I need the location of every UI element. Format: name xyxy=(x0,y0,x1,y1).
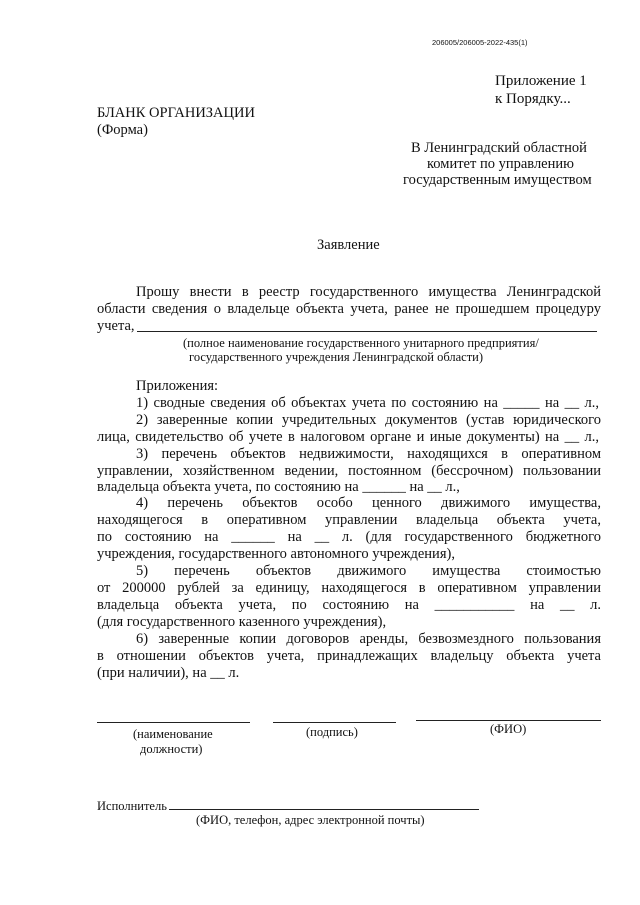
form-header-line-2: (Форма) xyxy=(97,122,148,138)
attachment-2-line-2: лица, свидетельство об учете в налоговом органе и иные документы) на __ л., xyxy=(97,429,599,445)
attachment-5-line-1: 5) перечень объектов движимого имущества стоимостью xyxy=(136,563,601,579)
attachment-5-line-2: от 200000 рублей за единицу, находящегося в оперативном управлении xyxy=(97,580,601,596)
request-line-2: области сведения о владельце объекта учета, ранее не прошедшем процедуру xyxy=(97,301,601,317)
signature-field[interactable] xyxy=(273,722,396,723)
attachment-4-line-1: 4) перечень объектов особо ценного движимого имущества, xyxy=(136,495,601,511)
attachment-6-line-3: (при наличии), на __ л. xyxy=(97,665,240,681)
attachment-3-line-1: 3) перечень объектов недвижимости, находящихся в оперативном xyxy=(136,446,601,462)
attachment-4-line-4: учреждения, государственного автономного учреждения), xyxy=(97,546,455,562)
attachment-4-line-2: находящегося в оперативном управлении владельца объекта учета, xyxy=(97,512,601,528)
attachments-heading: Приложения: xyxy=(136,378,219,394)
attachment-5-line-4: (для государственного казенного учреждения), xyxy=(97,614,387,630)
request-line-3: учета, xyxy=(97,318,135,334)
appendix-line-1: Приложение 1 xyxy=(495,73,587,89)
organization-name-field[interactable] xyxy=(137,331,597,332)
executor-hint: (ФИО, телефон, адрес электронной почты) xyxy=(196,813,425,827)
appendix-line-2: к Порядку... xyxy=(495,91,571,107)
attachment-1: 1) сводные сведения об объектах учета по состоянию на _____ на __ л., xyxy=(136,395,599,411)
attachment-4-line-3: по состоянию на ______ на __ л. (для государственного бюджетного xyxy=(97,529,601,545)
addressee-line-3: государственным имуществом xyxy=(403,172,592,188)
signature-label: (подпись) xyxy=(306,725,358,739)
attachment-3-line-3: владельца объекта учета, по состоянию на ______ на __ л., xyxy=(97,479,460,495)
addressee-line-2: комитет по управлению xyxy=(427,156,574,172)
position-label-line-2: должности) xyxy=(140,742,203,756)
position-label-line-1: (наименование xyxy=(133,727,213,741)
attachment-5-line-3: владельца объекта учета, по состоянию на ___________ на __ л. xyxy=(97,597,601,613)
document-title: Заявление xyxy=(317,237,380,253)
document-id: 206005/206005-2022-435(1) xyxy=(432,38,528,47)
fio-field[interactable] xyxy=(416,720,601,721)
fio-label: (ФИО) xyxy=(490,722,527,736)
executor-label: Исполнитель xyxy=(97,799,167,813)
attachment-2-line-1: 2) заверенные копии учредительных документов (устав юридического xyxy=(136,412,601,428)
form-header-line-1: БЛАНК ОРГАНИЗАЦИИ xyxy=(97,105,255,121)
addressee-line-1: В Ленинградский областной xyxy=(411,140,587,156)
attachment-6-line-1: 6) заверенные копии договоров аренды, безвозмездного пользования xyxy=(136,631,601,647)
attachment-3-line-2: управлении, хозяйственном ведении, постоянном (бессрочном) пользовании xyxy=(97,463,601,479)
request-line-1: Прошу внести в реестр государственного имущества Ленинградской xyxy=(136,284,601,300)
request-hint-2: государственного учреждения Ленинградской области) xyxy=(189,350,484,364)
request-hint-1: (полное наименование государственного унитарного предприятия/ xyxy=(183,336,539,350)
position-field[interactable] xyxy=(97,722,250,723)
executor-field[interactable] xyxy=(169,809,479,810)
attachment-6-line-2: в отношении объектов учета, принадлежащих владельцу объекта учета xyxy=(97,648,601,664)
